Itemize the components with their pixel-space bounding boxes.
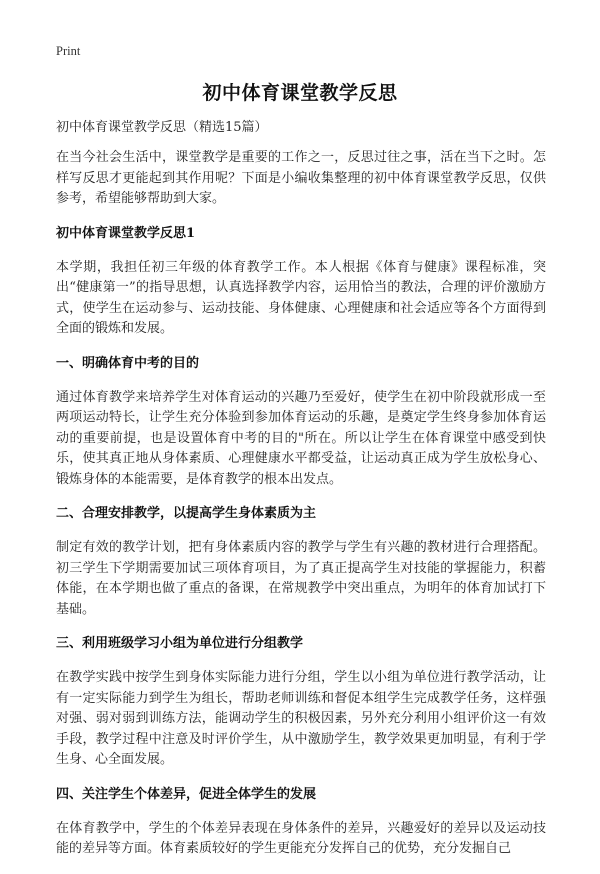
article-subtitle: 初中体育课堂教学反思（精选15篇） [56, 120, 268, 135]
article-body [56, 118, 546, 874]
heading-1: 一、明确体育中考的目的 [56, 355, 200, 371]
paragraph-1: 本学期，我担任初三年级的体育教学工作。本人根据《体育与健康》课程标准，突出“健康第一”的指导思想，认真选择教学内容，运用恰当的教法，合理的评价激励方式，使学生在运动参与、运动技能、身体健康、心理健康和社会适应等各个方面得到全面的锻炼和发展。 [56, 259, 546, 336]
paragraph-2: 通过体育教学来培养学生对体育运动的兴趣乃至爱好，使学生在初中阶段就形成一至两项运动特长，让学生充分体验到参加体育运动的乐趣，是奠定学生终身参加体育运动的重要前提，也是设置体育中考的目的"所在。所以让学生在体育课堂中感受到快乐，使其真正地从身体素质、心理健康水平都受益，让运动真正成为学生放松身心、锻炼身体的本能需要，是体育教学的根本出发点。 [56, 389, 546, 487]
heading-4: 四、关注学生个体差异，促进全体学生的发展 [56, 786, 317, 802]
paragraph-3: 制定有效的教学计划，把有身体素质内容的教学与学生有兴趣的教材进行合理搭配。初三学生下学期需要加试三项体育项目，为了真正提高学生对技能的掌握能力，积蓄体能，在本学期也做了重点的备课，在常规教学中突出重点，为明年的体育加试打下基础。 [56, 540, 546, 617]
paragraph-4: 在教学实践中按学生到身体实际能力进行分组，学生以小组为单位进行教学活动，让有一定实际能力到学生为组长，帮助老师训练和督促本组学生完成教学任务，这样强对强、弱对弱到训练方法，能调动学生的积极因素，另外充分利用小组评价这一有效手段，教学过程中注意及时评价学生，从中激励学生，教学效果更加明显，有利于学生身、心全面发展。 [56, 670, 546, 767]
print-link[interactable]: Print [56, 44, 81, 58]
heading-3: 三、利用班级学习小组为单位进行分组教学 [56, 636, 304, 651]
paragraph-5: 在体育教学中，学生的个体差异表现在身体条件的差异，兴趣爱好的差异以及运动技能的差异等方面。体育素质较好的学生更能充分发挥自己的优势，充分发掘自己 [56, 820, 546, 856]
intro-paragraph: 在当今社会生活中，课堂教学是重要的工作之一，反思过往之事，活在当下之时。怎样写反思才更能起到其作用呢？下面是小编收集整理的初中体育课堂教学反思，仅供参考，希望能够帮助到大家。 [56, 150, 546, 206]
page-title: 初中体育课堂教学反思 [202, 82, 398, 104]
section-title: 初中体育课堂教学反思1 [56, 225, 196, 241]
heading-2: 二、合理安排教学，以提高学生身体素质为主 [56, 506, 317, 521]
